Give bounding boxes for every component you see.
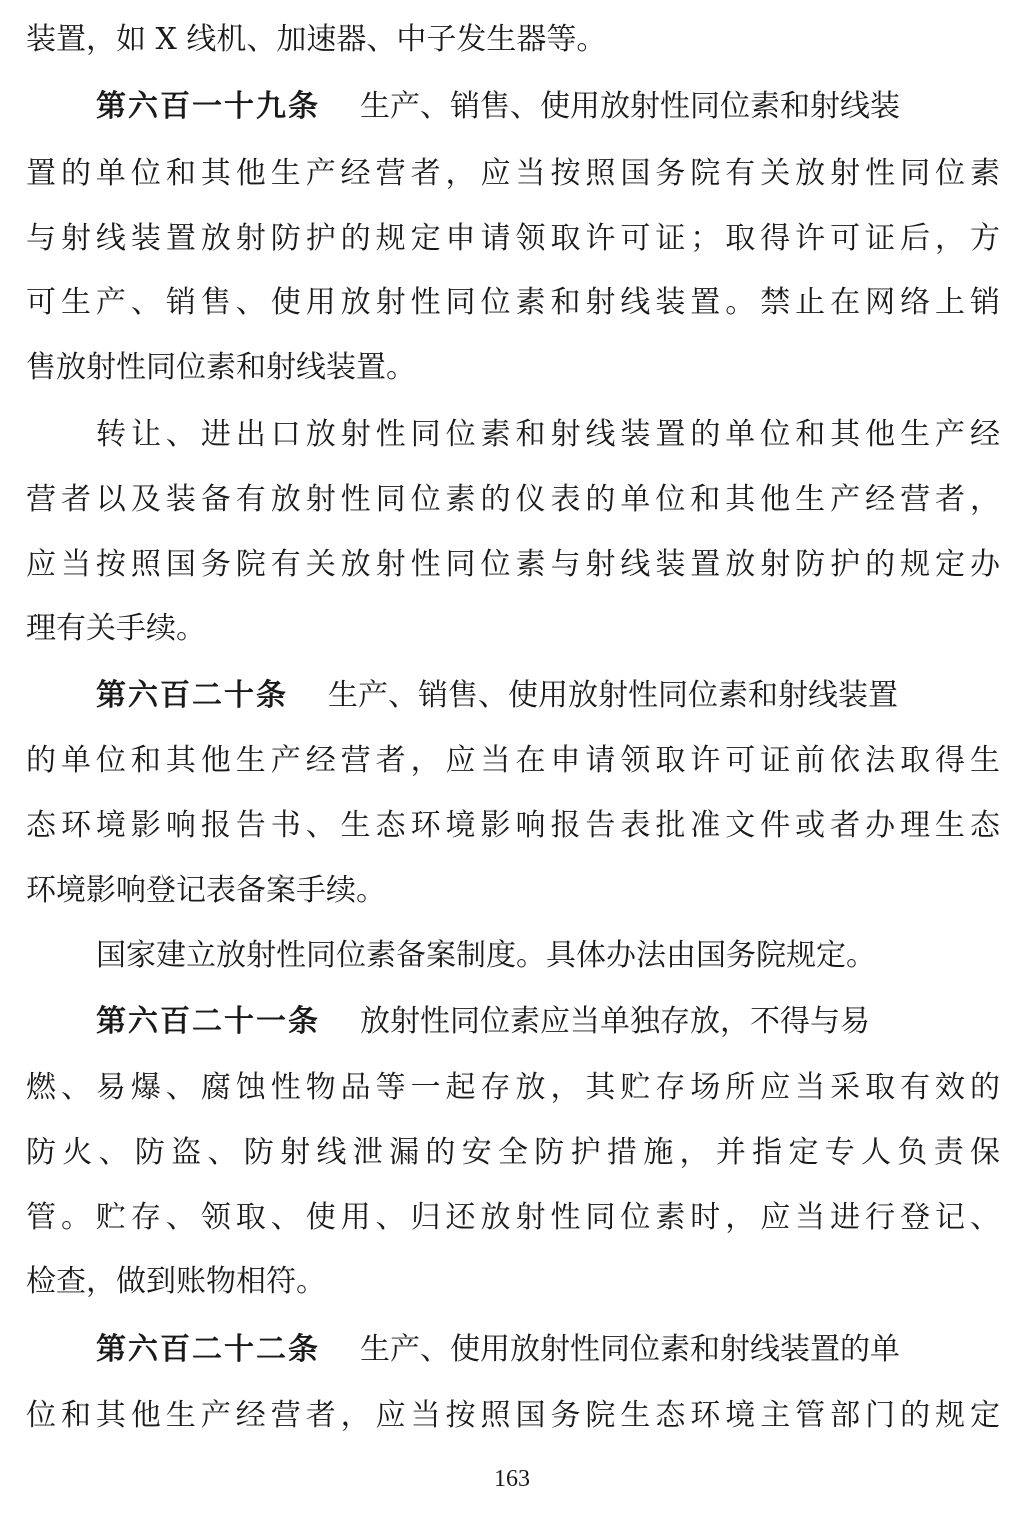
article-622-text: 生产、使用放射性同位素和射线装置的单 bbox=[360, 1332, 900, 1367]
text-line: 理有关手续。 bbox=[26, 611, 206, 646]
text-line: 防火、防盗、防射线泄漏的安全防护措施，并指定专人负责保 bbox=[26, 1135, 1000, 1170]
text-line: 管。贮存、领取、使用、归还放射性同位素时，应当进行登记、 bbox=[26, 1200, 1000, 1235]
text-line: 国家建立放射性同位素备案制度。具体办法由国务院规定。 bbox=[96, 938, 876, 973]
text-line: 可生产、销售、使用放射性同位素和射线装置。禁止在网络上销 bbox=[26, 285, 1000, 320]
text-line: 态环境影响报告书、生态环境影响报告表批准文件或者办理生态 bbox=[26, 808, 1000, 843]
text-line: 的单位和其他生产经营者，应当在申请领取许可证前依法取得生 bbox=[26, 743, 1000, 778]
text-line: 与射线装置放射防护的规定申请领取许可证；取得许可证后，方 bbox=[26, 221, 1000, 256]
article-621-first-line bbox=[96, 1002, 1000, 1042]
text-line: 营者以及装备有放射性同位素的仪表的单位和其他生产经营者， bbox=[26, 482, 1000, 517]
text-line: 环境影响登记表备案手续。 bbox=[26, 873, 386, 908]
article-620-first-line bbox=[96, 676, 1000, 716]
text-line: 转让、进出口放射性同位素和射线装置的单位和其他生产经 bbox=[96, 417, 1000, 452]
text-line: 位和其他生产经营者，应当按照国务院生态环境主管部门的规定 bbox=[26, 1398, 1000, 1433]
text-line: 置的单位和其他生产经营者，应当按照国务院有关放射性同位素 bbox=[26, 156, 1000, 191]
article-number-619: 第六百一十九条 bbox=[96, 89, 320, 124]
text-line: 应当按照国务院有关放射性同位素与射线装置放射防护的规定办 bbox=[26, 547, 1000, 582]
article-number-621: 第六百二十一条 bbox=[96, 1004, 320, 1039]
text-line: 装置，如 X 线机、加速器、中子发生器等。 bbox=[26, 22, 607, 57]
article-619-first-line bbox=[96, 87, 1000, 127]
text-line: 燃、易爆、腐蚀性物品等一起存放，其贮存场所应当采取有效的 bbox=[26, 1070, 1000, 1105]
article-number-620: 第六百二十条 bbox=[96, 678, 288, 713]
article-622-first-line bbox=[96, 1330, 1000, 1370]
page-number: 163 bbox=[494, 1466, 530, 1492]
article-621-text: 放射性同位素应当单独存放，不得与易 bbox=[360, 1004, 870, 1039]
article-number-622: 第六百二十二条 bbox=[96, 1332, 320, 1367]
text-line: 售放射性同位素和射线装置。 bbox=[26, 350, 416, 385]
article-619-text: 生产、销售、使用放射性同位素和射线装 bbox=[360, 89, 900, 124]
text-line: 检查，做到账物相符。 bbox=[26, 1264, 326, 1299]
article-620-text: 生产、销售、使用放射性同位素和射线装置 bbox=[328, 678, 898, 713]
